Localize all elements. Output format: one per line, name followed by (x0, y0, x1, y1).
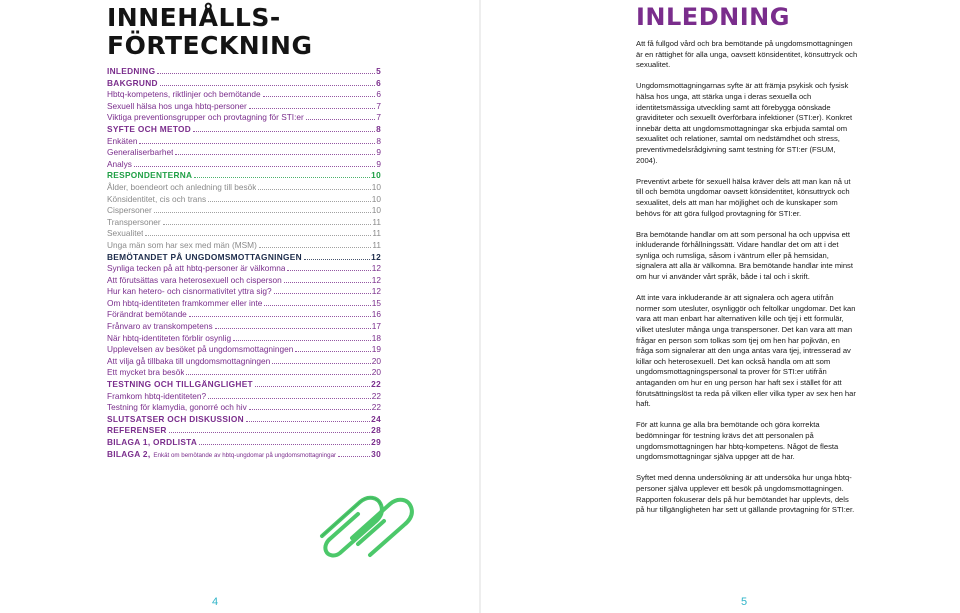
toc-entry-title (107, 449, 336, 462)
toc-entry-subtext: Enkät om bemötande av hbtq-ungdomar på ungdomsmottagningar (153, 451, 337, 459)
toc-leader-dots (169, 432, 370, 433)
toc-entry-title (107, 136, 137, 148)
toc-leader-dots (163, 224, 372, 225)
intro-body (636, 39, 858, 526)
toc-list (107, 66, 381, 460)
toc-title (107, 4, 312, 60)
toc-entry-page: 12 (371, 251, 381, 262)
toc-leader-dots (264, 305, 370, 306)
toc-leader-dots (249, 108, 376, 109)
toc-leader-dots (134, 166, 375, 167)
toc-leader-dots (215, 328, 371, 329)
toc-leader-dots (194, 177, 370, 178)
toc-entry[interactable] (107, 217, 381, 229)
toc-entry-label: Generaliserbarhet (107, 147, 174, 158)
toc-leader-dots (274, 293, 371, 294)
toc-entry-label: Unga män som har sex med män (MSM) (107, 239, 257, 250)
toc-entry-title (107, 66, 155, 78)
toc-entry-page: 9 (376, 147, 381, 158)
toc-entry-label: Könsidentitet, cis och trans (107, 193, 207, 204)
toc-entry-title (107, 147, 173, 159)
toc-entry-title (107, 78, 158, 90)
toc-entry-title (107, 124, 191, 136)
toc-entry[interactable] (107, 402, 381, 414)
toc-entry-page: 11 (372, 228, 381, 239)
toc-entry[interactable] (107, 379, 381, 391)
toc-entry-page: 10 (371, 170, 381, 181)
toc-entry[interactable] (107, 252, 381, 264)
toc-entry-page: 6 (376, 89, 381, 100)
toc-entry-label: TESTNING OCH TILLGÄNGLIGHET (107, 379, 253, 390)
toc-entry-label: Synliga tecken på att hbtq-personer är välkomna (107, 263, 286, 274)
toc-entry-page: 10 (371, 193, 381, 204)
toc-entry-label: BILAGA 2, (107, 448, 151, 459)
toc-entry-label: INLEDNING (107, 66, 156, 76)
toc-entry-page: 12 (371, 286, 381, 297)
toc-leader-dots (306, 119, 376, 120)
toc-entry-label: BAKGRUND (107, 77, 158, 88)
toc-entry-label: REFERENSER (107, 425, 167, 436)
toc-title-line-1: INNEHÅLLS- (107, 3, 281, 32)
toc-entry-title (107, 89, 261, 101)
toc-leader-dots (287, 270, 370, 271)
toc-entry[interactable] (107, 194, 381, 206)
toc-entry-label: SYFTE OCH METOD (107, 123, 192, 134)
toc-entry-label: Hbtq-kompetens, riktlinjer och bemötande (107, 89, 261, 100)
toc-entry[interactable] (107, 147, 381, 159)
toc-leader-dots (208, 201, 371, 202)
toc-entry-label: Förändrat bemötande (107, 309, 187, 320)
toc-entry-page: 20 (371, 355, 381, 366)
page-number-left: 4 (212, 596, 219, 608)
toc-entry-label: Transpersoner (107, 216, 161, 227)
toc-entry-title (107, 228, 143, 240)
toc-entry[interactable] (107, 112, 381, 124)
toc-entry[interactable] (107, 425, 381, 437)
toc-entry-title (107, 367, 184, 379)
toc-entry[interactable] (107, 286, 381, 298)
toc-entry-page: 10 (371, 181, 381, 192)
toc-entry-title (107, 263, 285, 275)
toc-leader-dots (175, 154, 375, 155)
toc-entry-label: BILAGA 1, ORDLISTA (107, 437, 198, 447)
intro-paragraph: Ungdomsmottagningarnas syfte är att främja psykisk och fysisk hälsa hos unga, att stärka unga i deras sexuella och identitetsmässiga utveckling samt att förebygga oönskade graviditeter och sexuellt överförbara infektioner (STI:er). Konkret innebär detta att ungdomsmottagningar ska erbjuda samtal om sexualitet och relationer, samtal om nedstämdhet och stress, preventivmedelsrådgivning samt testning för STI:er (FSUM, 2004). (636, 81, 853, 165)
toc-entry-page: 10 (371, 205, 381, 216)
intro-title: INLEDNING (636, 3, 790, 31)
toc-entry[interactable] (107, 414, 381, 426)
toc-entry-page: 22 (371, 402, 381, 413)
toc-entry-label: Ett mycket bra besök (107, 367, 185, 378)
toc-entry-page: 28 (371, 425, 381, 436)
toc-entry-title (107, 101, 247, 113)
toc-entry-page: 15 (371, 297, 381, 308)
toc-entry-page: 7 (376, 100, 381, 111)
toc-leader-dots (246, 421, 370, 422)
toc-entry[interactable] (107, 344, 381, 356)
toc-entry-page: 7 (376, 112, 381, 123)
toc-entry-title (107, 240, 257, 252)
toc-leader-dots (295, 351, 370, 352)
toc-entry-page: 19 (371, 344, 381, 355)
toc-entry-page: 12 (371, 274, 381, 285)
toc-entry-page: 16 (371, 309, 381, 320)
toc-leader-dots (189, 316, 371, 317)
toc-entry[interactable] (107, 89, 381, 101)
toc-entry-title (107, 286, 272, 298)
toc-entry[interactable] (107, 170, 381, 182)
toc-entry-title (107, 321, 213, 333)
toc-entry-label: Enkäten (107, 135, 138, 146)
toc-leader-dots (208, 398, 371, 399)
toc-entry-title (107, 217, 161, 229)
toc-entry-label: Hur kan hetero- och cisnormativitet yttra sig? (107, 286, 272, 297)
toc-entry-title (107, 194, 206, 206)
toc-entry-label: Viktiga preventionsgrupper och provtagning för STI:er (107, 112, 304, 123)
toc-entry[interactable] (107, 275, 381, 287)
intro-paragraph: Bra bemötande handlar om att som personal ha och uppvisa ett inkluderande förhållningssätt. Vidare handlar det om att i det synliga och rumsliga, såsom i väntrum eller på hemsidan, signalera att alla är välkomna. Bra bemötande handlar inte minst om hur vi använder vårt språk, både i tal och i skrift. (636, 229, 853, 282)
toc-entry[interactable] (107, 263, 381, 275)
toc-entry[interactable] (107, 309, 381, 321)
toc-leader-dots (259, 247, 372, 248)
toc-entry-label: Att förutsättas vara heterosexuell och cisperson (107, 274, 282, 285)
toc-entry-page: 11 (372, 239, 381, 250)
intro-paragraph: Syftet med denna undersökning är att undersöka hur unga hbtq-personer själva upplever ett besök på ungdomsmottagningen. Rapporten fokuserar dels på hur bemötandet har upplevts, dels på hur tillgängligheten har sett ut gällande provtagning för STI:er. (636, 473, 855, 515)
toc-leader-dots (193, 131, 375, 132)
intro-paragraph: Att inte vara inkluderande är att signalera och agera utifrån normer som utesluter, osynliggör och feltolkar ungdomar. Det kan vara att man enbart har alternativen kille och tjej i ett formulär, vilket utesluter många unga transpersoner. Det kan vara att man frågar en person som tolkas som tjej om hen har pojkvän, en fråga som signalerar att den unga antas vara tjej, intresserad av killar och heterosexuell. Det kan också handla om att som ungdomsmottagningspersonal ta prover för STI:er utifrån antaganden om hur en ung person har haft sex i stället för att förutsättningslöst ta reda på vilken eller vilka typer av sex hen har haft. (636, 293, 856, 409)
toc-entry-title (107, 170, 192, 182)
toc-leader-dots (272, 363, 371, 364)
toc-entry-page: 20 (371, 367, 381, 378)
toc-leader-dots (186, 374, 370, 375)
toc-entry[interactable] (107, 321, 381, 333)
toc-entry[interactable] (107, 136, 381, 148)
toc-leader-dots (284, 282, 371, 283)
toc-entry-page: 24 (371, 413, 381, 424)
toc-leader-dots (338, 456, 370, 457)
right-page (481, 0, 960, 613)
toc-entry-page: 6 (376, 77, 381, 88)
toc-entry-page: 30 (371, 448, 381, 459)
toc-entry-title (107, 414, 244, 426)
toc-entry[interactable] (107, 298, 381, 310)
toc-entry[interactable] (107, 205, 381, 217)
toc-entry-page: 5 (376, 66, 381, 76)
toc-entry-label: Framkom hbtq-identiteten? (107, 390, 207, 401)
toc-entry[interactable] (107, 124, 381, 136)
toc-entry-title (107, 252, 302, 264)
toc-entry-label: Sexualitet (107, 228, 144, 239)
toc-entry[interactable] (107, 391, 381, 403)
toc-leader-dots (157, 73, 375, 74)
toc-entry-title (107, 391, 206, 403)
toc-entry[interactable] (107, 449, 381, 461)
toc-leader-dots (145, 235, 371, 236)
toc-leader-dots (154, 212, 371, 213)
toc-entry-page: 12 (371, 263, 381, 274)
toc-entry-title (107, 344, 293, 356)
toc-entry-title (107, 356, 270, 368)
page-number-right: 5 (741, 596, 748, 608)
intro-paragraph: För att kunna ge alla bra bemötande och göra korrekta bedömningar för testning krävs det att personalen på ungdomsmottagningen har hbtq-kompetens. Något de flesta ungdomsmottagningar själva uppger att de har. (636, 420, 839, 462)
toc-entry-label: Ålder, boendeort och anledning till besök (107, 181, 257, 192)
toc-leader-dots (199, 444, 370, 445)
toc-entry-label: Om hbtq-identiteten framkommer eller inte (107, 297, 263, 308)
toc-entry-page: 9 (376, 158, 381, 169)
toc-entry-title (107, 275, 282, 287)
toc-leader-dots (160, 85, 375, 86)
toc-entry-label: BEMÖTANDET PÅ UNGDOMSMOTTAGNINGEN (107, 251, 302, 262)
toc-entry-label: Sexuell hälsa hos unga hbtq-personer (107, 100, 247, 111)
toc-entry[interactable] (107, 78, 381, 90)
toc-entry-page: 22 (371, 390, 381, 401)
toc-title-line-2: FÖRTECKNING (107, 31, 313, 60)
toc-leader-dots (233, 340, 371, 341)
toc-entry-page: 8 (376, 123, 381, 134)
toc-entry[interactable] (107, 333, 381, 345)
toc-entry[interactable] (107, 66, 381, 78)
toc-entry-page: 17 (371, 321, 381, 332)
toc-leader-dots (249, 409, 371, 410)
toc-entry-label: SLUTSATSER OCH DISKUSSION (107, 413, 244, 424)
toc-entry-page: 18 (371, 332, 381, 343)
toc-entry-title (107, 112, 304, 124)
toc-entry-page: 29 (371, 437, 381, 447)
toc-entry[interactable] (107, 228, 381, 240)
toc-entry[interactable] (107, 437, 381, 449)
toc-leader-dots (255, 386, 370, 387)
toc-entry[interactable] (107, 240, 381, 252)
paperclip-icon (300, 470, 420, 560)
toc-entry[interactable] (107, 182, 381, 194)
toc-entry-title (107, 437, 197, 449)
toc-entry-label: Frånvaro av transkompetens (107, 321, 213, 332)
toc-entry-page: 8 (376, 135, 381, 146)
toc-entry-title (107, 379, 253, 391)
toc-leader-dots (263, 96, 376, 97)
toc-entry-label: Cispersoner (107, 205, 152, 216)
intro-paragraph: Preventivt arbete för sexuell hälsa kräver dels att man kan nå ut till och bemöta ungdomar oavsett könsidentitet, könsuttryck och sexualitet, dels att man har möjlighet och de kunskaper som behövs för att göra fullgod provtagning för STI:er. (636, 176, 851, 218)
toc-leader-dots (304, 259, 370, 260)
toc-entry[interactable] (107, 367, 381, 379)
toc-entry-label: Analys (107, 158, 132, 169)
toc-leader-dots (258, 189, 370, 190)
toc-entry-title (107, 333, 231, 345)
toc-entry-label: RESPONDENTERNA (107, 170, 193, 181)
left-page (0, 0, 479, 613)
toc-entry-page: 11 (372, 216, 381, 227)
toc-entry-label: Upplevelsen av besöket på ungdomsmottagningen (107, 344, 294, 355)
toc-entry[interactable] (107, 101, 381, 113)
toc-entry-label: Testning för klamydia, gonorré och hiv (107, 402, 247, 413)
toc-entry-title (107, 298, 262, 310)
toc-entry-title (107, 402, 247, 414)
toc-entry-label: När hbtq-identiteten förblir osynlig (107, 332, 232, 343)
toc-entry-title (107, 425, 167, 437)
toc-entry[interactable] (107, 356, 381, 368)
toc-entry-title (107, 159, 132, 171)
toc-entry[interactable] (107, 159, 381, 171)
toc-entry-label: Att vilja gå tillbaka till ungdomsmottagningen (107, 355, 271, 366)
toc-entry-title (107, 205, 152, 217)
toc-entry-page: 22 (371, 379, 381, 390)
intro-lead: Att få fullgod vård och bra bemötande på ungdomsmottagningen är en rättighet för alla unga, oavsett könsidentitet, könsuttryck och sexualitet. (636, 39, 858, 70)
toc-leader-dots (139, 143, 375, 144)
toc-entry-title (107, 182, 256, 194)
toc-entry-title (107, 309, 187, 321)
